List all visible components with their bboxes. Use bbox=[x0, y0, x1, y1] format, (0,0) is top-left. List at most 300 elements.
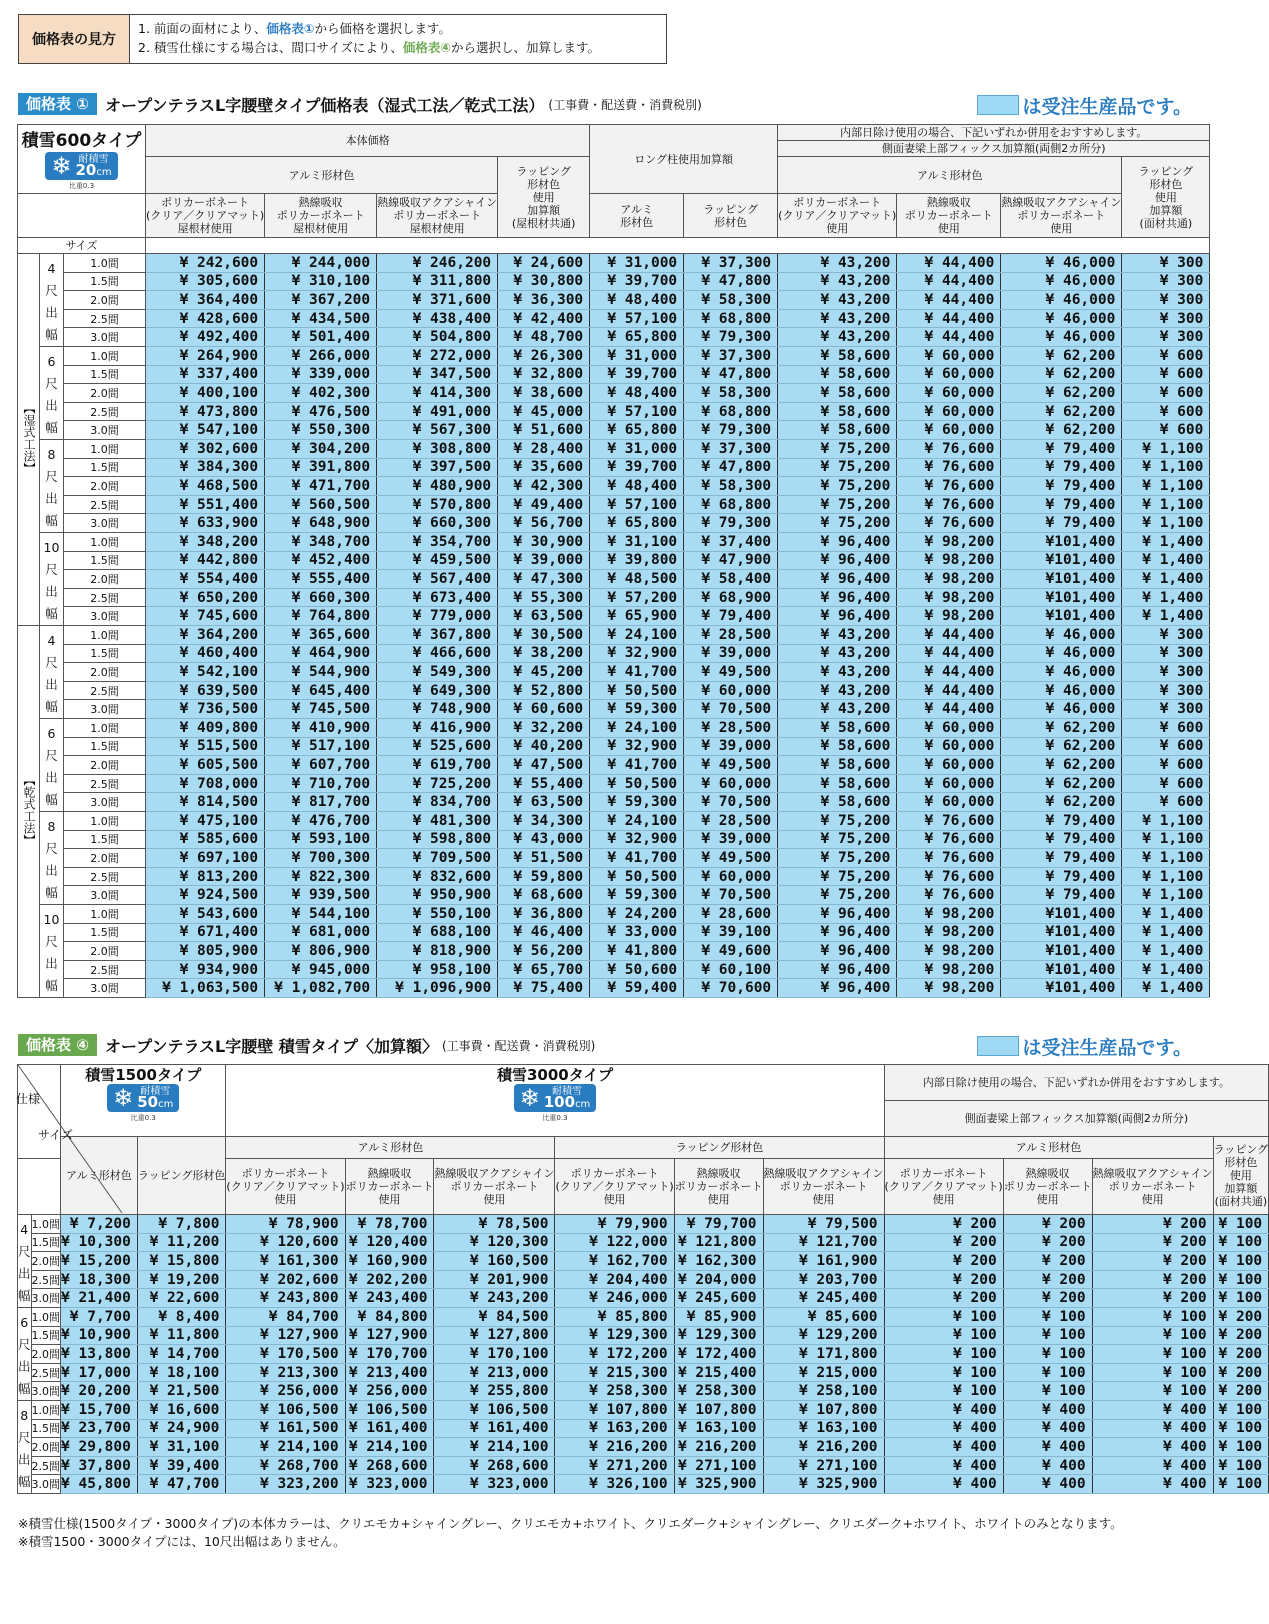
price-cell: ¥ 476,500 bbox=[265, 402, 377, 421]
h-long-col-2 bbox=[684, 194, 778, 238]
h-main-col-1 bbox=[146, 194, 265, 238]
price-cell: ¥ 28,500 bbox=[684, 626, 778, 645]
price-cell: ¥ 59,300 bbox=[590, 700, 684, 719]
price-cell: ¥ 633,900 bbox=[146, 514, 265, 533]
footnote: ※積雪仕様(1500タイプ・3000タイプ)の本体カラーは、クリエモカ+シャイングレー、クリエモカ+ホワイト、クリエダーク+シャイングレー、クリエダーク+ホワイト、ホワイトのみとなります。 bbox=[18, 1516, 1123, 1531]
header-line: 屋根材使用 bbox=[293, 222, 349, 235]
price-cell: ¥ 96,400 bbox=[778, 905, 897, 924]
price-cell: ¥ 554,400 bbox=[146, 570, 265, 589]
size-cell: 3.0間 bbox=[64, 607, 146, 626]
price-cell: ¥ 46,000 bbox=[1001, 681, 1122, 700]
size-cell: 3.0間 bbox=[64, 514, 146, 533]
price-cell: ¥ 1,100 bbox=[1122, 867, 1210, 886]
price-cell: ¥ 100 bbox=[884, 1326, 1003, 1345]
price-cell: ¥ 204,400 bbox=[555, 1270, 674, 1289]
price-cell: ¥ 100 bbox=[1003, 1326, 1092, 1345]
price-cell: ¥ 100 bbox=[1092, 1326, 1213, 1345]
h-long: ロング柱使用加算額 bbox=[590, 125, 778, 194]
price-cell: ¥ 245,600 bbox=[674, 1289, 763, 1308]
price-cell: ¥ 650,200 bbox=[146, 588, 265, 607]
price-cell: ¥ 55,400 bbox=[498, 774, 590, 793]
price-cell: ¥ 79,400 bbox=[1001, 477, 1122, 496]
depth-label: 10 尺 出 幅 bbox=[40, 533, 64, 626]
price-cell: ¥ 47,300 bbox=[498, 570, 590, 589]
table-row bbox=[18, 681, 1210, 700]
price-cell: ¥ 49,500 bbox=[684, 663, 778, 682]
size-cell: 2.5間 bbox=[64, 588, 146, 607]
price-cell: ¥ 100 bbox=[1213, 1475, 1269, 1494]
price-cell: ¥ 834,700 bbox=[377, 793, 498, 812]
price-cell: ¥ 256,000 bbox=[345, 1382, 434, 1401]
price-cell: ¥ 98,200 bbox=[897, 979, 1001, 998]
price-cell: ¥ 934,900 bbox=[146, 960, 265, 979]
price-cell: ¥ 50,600 bbox=[590, 960, 684, 979]
table-row bbox=[18, 309, 1210, 328]
depth-label: 8 尺 出 幅 bbox=[40, 812, 64, 905]
price-cell: ¥ 47,900 bbox=[684, 551, 778, 570]
price-cell: ¥ 79,400 bbox=[1001, 830, 1122, 849]
price-cell: ¥ 400 bbox=[1092, 1456, 1213, 1475]
price-cell: ¥ 85,800 bbox=[555, 1308, 674, 1327]
price-cell: ¥ 204,000 bbox=[674, 1270, 763, 1289]
price-cell: ¥ 39,000 bbox=[498, 551, 590, 570]
table-row bbox=[18, 1382, 1269, 1401]
price-cell: ¥ 59,400 bbox=[590, 979, 684, 998]
price-cell: ¥ 120,300 bbox=[434, 1233, 555, 1252]
price-cell: ¥ 400 bbox=[1003, 1456, 1092, 1475]
price-cell: ¥ 400 bbox=[1092, 1419, 1213, 1438]
size-cell: 2.5間 bbox=[31, 1456, 61, 1475]
size-cell: 1.5間 bbox=[64, 365, 146, 384]
table-row bbox=[18, 886, 1210, 905]
price-cell: ¥ 171,800 bbox=[763, 1345, 884, 1364]
price-cell: ¥ 170,500 bbox=[226, 1345, 345, 1364]
price-cell: ¥ 45,000 bbox=[498, 402, 590, 421]
size-cell: 1.5間 bbox=[64, 737, 146, 756]
price-cell: ¥ 400 bbox=[1003, 1401, 1092, 1420]
h-main-col-2 bbox=[265, 194, 377, 238]
price-cell: ¥ 200 bbox=[1003, 1270, 1092, 1289]
price-cell: ¥ 51,500 bbox=[498, 849, 590, 868]
header-line: ポリカーボネート bbox=[779, 1180, 868, 1193]
table-row bbox=[18, 1401, 1269, 1420]
table-row bbox=[18, 1270, 1269, 1289]
price-cell: ¥ 76,600 bbox=[897, 458, 1001, 477]
table-row bbox=[18, 867, 1210, 886]
price-cell: ¥101,400 bbox=[1001, 960, 1122, 979]
h-poly-1 bbox=[226, 1159, 345, 1215]
header-line: 使用 bbox=[274, 1193, 297, 1206]
size-cell: 2.5間 bbox=[64, 495, 146, 514]
price-cell: ¥ 163,100 bbox=[674, 1419, 763, 1438]
order-note-text: は受注生産品です。 bbox=[1022, 1036, 1192, 1059]
price-cell: ¥101,400 bbox=[1001, 923, 1122, 942]
price-cell: ¥ 75,400 bbox=[498, 979, 590, 998]
price-cell: ¥ 100 bbox=[884, 1308, 1003, 1327]
price-cell: ¥101,400 bbox=[1001, 570, 1122, 589]
price-cell: ¥ 354,700 bbox=[377, 533, 498, 552]
price-cell: ¥ 37,400 bbox=[684, 533, 778, 552]
price-cell: ¥ 121,700 bbox=[763, 1233, 884, 1252]
price-cell: ¥ 214,100 bbox=[345, 1438, 434, 1457]
price-cell: ¥ 57,100 bbox=[590, 309, 684, 328]
price-cell: ¥ 17,000 bbox=[61, 1363, 138, 1382]
price-cell: ¥ 200 bbox=[1003, 1233, 1092, 1252]
h-main: 本体価格 bbox=[146, 125, 590, 157]
price-cell: ¥ 567,300 bbox=[377, 421, 498, 440]
price-cell: ¥ 46,000 bbox=[1001, 700, 1122, 719]
price-cell: ¥ 258,300 bbox=[555, 1382, 674, 1401]
price-cell: ¥ 364,400 bbox=[146, 291, 265, 310]
price-cell: ¥ 50,500 bbox=[590, 774, 684, 793]
size-cell: 2.5間 bbox=[64, 681, 146, 700]
header-line: 形材色 bbox=[1149, 177, 1183, 191]
snow-line1: 耐積雪 bbox=[552, 1086, 583, 1097]
price-cell: ¥ 75,200 bbox=[778, 849, 897, 868]
table-row bbox=[18, 495, 1210, 514]
table-row bbox=[18, 347, 1210, 366]
price-cell: ¥ 44,400 bbox=[897, 291, 1001, 310]
price-cell: ¥ 98,200 bbox=[897, 570, 1001, 589]
header-line: 使用 bbox=[378, 1193, 401, 1206]
price-cell: ¥ 160,500 bbox=[434, 1252, 555, 1271]
h-poly-1 bbox=[884, 1159, 1003, 1215]
table-row bbox=[18, 1289, 1269, 1308]
price-cell: ¥ 28,500 bbox=[684, 719, 778, 738]
price-cell: ¥ 28,500 bbox=[684, 812, 778, 831]
price-cell: ¥ 49,600 bbox=[684, 942, 778, 961]
price-cell: ¥ 600 bbox=[1122, 365, 1210, 384]
price-cell: ¥ 200 bbox=[1092, 1289, 1213, 1308]
price-cell: ¥ 1,100 bbox=[1122, 886, 1210, 905]
price-cell: ¥ 7,800 bbox=[137, 1215, 226, 1234]
size-cell: 1.5間 bbox=[64, 458, 146, 477]
price-cell: ¥ 547,100 bbox=[146, 421, 265, 440]
price-cell: ¥ 19,200 bbox=[137, 1270, 226, 1289]
price-cell: ¥ 473,800 bbox=[146, 402, 265, 421]
price-cell: ¥ 60,000 bbox=[684, 867, 778, 886]
price-cell: ¥ 100 bbox=[1092, 1382, 1213, 1401]
price-cell: ¥ 14,700 bbox=[137, 1345, 226, 1364]
h-poly-1 bbox=[555, 1159, 674, 1215]
price-cell: ¥ 75,200 bbox=[778, 440, 897, 459]
price-cell: ¥ 60,600 bbox=[498, 700, 590, 719]
price-cell: ¥ 76,600 bbox=[897, 849, 1001, 868]
price-cell: ¥ 200 bbox=[1092, 1270, 1213, 1289]
table-row bbox=[18, 477, 1210, 496]
h-alumi2: アルミ形材色 bbox=[778, 157, 1122, 194]
price-cell: ¥ 550,300 bbox=[265, 421, 377, 440]
price-cell: ¥ 79,900 bbox=[555, 1215, 674, 1234]
price-cell: ¥ 98,200 bbox=[897, 588, 1001, 607]
price-cell: ¥ 710,700 bbox=[265, 774, 377, 793]
price-cell: ¥ 371,600 bbox=[377, 291, 498, 310]
size-cell: 2.5間 bbox=[64, 402, 146, 421]
table-row bbox=[18, 458, 1210, 477]
h-inner-wrap bbox=[1213, 1137, 1269, 1215]
table-row bbox=[18, 272, 1210, 291]
price-cell: ¥ 551,400 bbox=[146, 495, 265, 514]
price-cell: ¥ 200 bbox=[1213, 1382, 1269, 1401]
price-cell: ¥ 501,400 bbox=[265, 328, 377, 347]
price-cell: ¥ 96,400 bbox=[778, 551, 897, 570]
header-line: アルミ bbox=[620, 202, 653, 216]
price-cell: ¥ 256,000 bbox=[226, 1382, 345, 1401]
price-cell: ¥ 748,900 bbox=[377, 700, 498, 719]
price-cell: ¥ 200 bbox=[884, 1252, 1003, 1271]
price-cell: ¥ 673,400 bbox=[377, 588, 498, 607]
price-cell: ¥ 600 bbox=[1122, 384, 1210, 403]
price-cell: ¥ 475,100 bbox=[146, 812, 265, 831]
price-cell: ¥ 29,800 bbox=[61, 1438, 138, 1457]
price-cell: ¥ 300 bbox=[1122, 272, 1210, 291]
price-cell: ¥ 442,800 bbox=[146, 551, 265, 570]
price-cell: ¥ 481,300 bbox=[377, 812, 498, 831]
header-line: 形材色 bbox=[714, 215, 748, 229]
price-cell: ¥ 46,000 bbox=[1001, 663, 1122, 682]
price-cell: ¥ 98,200 bbox=[897, 960, 1001, 979]
h-inner-alumi: アルミ形材色 bbox=[884, 1137, 1213, 1159]
price-cell: ¥ 76,600 bbox=[897, 477, 1001, 496]
price-cell: ¥ 639,500 bbox=[146, 681, 265, 700]
price-cell: ¥ 121,800 bbox=[674, 1233, 763, 1252]
size-cell: 1.5間 bbox=[31, 1326, 61, 1345]
price-cell: ¥ 600 bbox=[1122, 756, 1210, 775]
spec-label: 仕様 bbox=[16, 1092, 41, 1106]
price-cell: ¥ 48,400 bbox=[590, 291, 684, 310]
method-label bbox=[18, 254, 40, 626]
price-cell: ¥ 32,900 bbox=[590, 830, 684, 849]
price-cell: ¥ 76,600 bbox=[897, 830, 1001, 849]
price-cell: ¥ 459,500 bbox=[377, 551, 498, 570]
table-row bbox=[18, 421, 1210, 440]
size-cell: 2.5間 bbox=[64, 309, 146, 328]
table-row bbox=[18, 626, 1210, 645]
table1-title-bar bbox=[18, 92, 702, 116]
price-cell: ¥101,400 bbox=[1001, 551, 1122, 570]
price-cell: ¥ 476,700 bbox=[265, 812, 377, 831]
price-cell: ¥ 708,000 bbox=[146, 774, 265, 793]
price-cell: ¥ 76,600 bbox=[897, 495, 1001, 514]
price-cell: ¥ 41,700 bbox=[590, 849, 684, 868]
price-cell: ¥ 51,600 bbox=[498, 421, 590, 440]
table-row bbox=[18, 756, 1210, 775]
depth-label: 4 尺 出 幅 bbox=[40, 254, 64, 347]
table-row bbox=[18, 1419, 1269, 1438]
table-row bbox=[18, 551, 1210, 570]
table-row bbox=[18, 923, 1210, 942]
price-cell: ¥ 600 bbox=[1122, 719, 1210, 738]
h-main-col-3 bbox=[377, 194, 498, 238]
price-cell: ¥ 1,100 bbox=[1122, 477, 1210, 496]
price-cell: ¥ 162,300 bbox=[674, 1252, 763, 1271]
price-cell: ¥ 400 bbox=[884, 1438, 1003, 1457]
price-cell: ¥ 11,800 bbox=[137, 1326, 226, 1345]
size-cell: 1.0間 bbox=[64, 626, 146, 645]
h-poly-2 bbox=[345, 1159, 434, 1215]
h-inner-col-2 bbox=[897, 194, 1001, 238]
price-cell: ¥ 43,200 bbox=[778, 681, 897, 700]
price-cell: ¥ 213,000 bbox=[434, 1363, 555, 1382]
price-cell: ¥ 44,400 bbox=[897, 644, 1001, 663]
price-cell: ¥ 60,000 bbox=[897, 402, 1001, 421]
header-line: 使用 bbox=[1036, 1193, 1059, 1206]
price-cell: ¥ 400,100 bbox=[146, 384, 265, 403]
price-cell: ¥ 62,200 bbox=[1001, 737, 1122, 756]
price-cell: ¥ 96,400 bbox=[778, 960, 897, 979]
price-cell: ¥ 700,300 bbox=[265, 849, 377, 868]
price-cell: ¥ 1,100 bbox=[1122, 830, 1210, 849]
price-cell: ¥ 65,800 bbox=[590, 421, 684, 440]
size-cell: 3.0間 bbox=[64, 700, 146, 719]
price-cell: ¥ 58,300 bbox=[684, 291, 778, 310]
size-cell: 1.5間 bbox=[64, 551, 146, 570]
h-inner2: 側面妻梁上部フィックス加算額(両側2カ所分) bbox=[884, 1101, 1269, 1137]
size-label: サイズ bbox=[18, 238, 146, 254]
price-cell: ¥ 213,400 bbox=[345, 1363, 434, 1382]
price-cell: ¥ 8,400 bbox=[137, 1308, 226, 1327]
table-row bbox=[18, 849, 1210, 868]
price-cell: ¥ 688,100 bbox=[377, 923, 498, 942]
price-cell: ¥ 543,600 bbox=[146, 905, 265, 924]
order-note-1 bbox=[977, 93, 1192, 117]
size-cell: 2.0間 bbox=[64, 384, 146, 403]
price-cell: ¥ 464,900 bbox=[265, 644, 377, 663]
table-row bbox=[18, 328, 1210, 347]
price-cell: ¥ 127,800 bbox=[434, 1326, 555, 1345]
price-cell: ¥ 939,500 bbox=[265, 886, 377, 905]
header-line: 熱線吸収アクアシャイン bbox=[1092, 1167, 1213, 1180]
snow-num: 20 bbox=[75, 161, 97, 179]
price-cell: ¥ 100 bbox=[1213, 1252, 1269, 1271]
price-cell: ¥ 246,000 bbox=[555, 1289, 674, 1308]
price-cell: ¥ 43,200 bbox=[778, 644, 897, 663]
price-cell: ¥ 60,000 bbox=[897, 756, 1001, 775]
price-cell: ¥ 39,700 bbox=[590, 272, 684, 291]
price-cell: ¥ 42,400 bbox=[498, 309, 590, 328]
price-cell: ¥ 300 bbox=[1122, 328, 1210, 347]
price-cell: ¥ 129,300 bbox=[674, 1326, 763, 1345]
price-cell: ¥ 300 bbox=[1122, 309, 1210, 328]
price-cell: ¥ 56,700 bbox=[498, 514, 590, 533]
price-cell: ¥ 100 bbox=[1003, 1308, 1092, 1327]
price-cell: ¥ 41,700 bbox=[590, 663, 684, 682]
price-cell: ¥ 39,100 bbox=[684, 923, 778, 942]
price-cell: ¥ 30,500 bbox=[498, 626, 590, 645]
price-cell: ¥ 22,600 bbox=[137, 1289, 226, 1308]
t1500-label: 積雪1500タイプ bbox=[85, 1066, 202, 1084]
snow-sub: 比重0.3 bbox=[542, 1114, 568, 1122]
price-cell: ¥ 62,200 bbox=[1001, 402, 1122, 421]
price-cell: ¥ 213,300 bbox=[226, 1363, 345, 1382]
price-cell: ¥ 15,800 bbox=[137, 1252, 226, 1271]
price-cell: ¥ 950,900 bbox=[377, 886, 498, 905]
depth-label: 4 尺 出 幅 bbox=[18, 1215, 32, 1308]
price-cell: ¥ 243,800 bbox=[226, 1289, 345, 1308]
price-cell: ¥ 36,300 bbox=[498, 291, 590, 310]
price-cell: ¥ 660,300 bbox=[377, 514, 498, 533]
header-line: ポリカーボネート bbox=[1108, 1180, 1197, 1193]
price-cell: ¥ 817,700 bbox=[265, 793, 377, 812]
price-cell: ¥ 337,400 bbox=[146, 365, 265, 384]
header-line: 使用 bbox=[603, 1193, 626, 1206]
price-cell: ¥ 58,600 bbox=[778, 365, 897, 384]
price-cell: ¥ 37,800 bbox=[61, 1456, 138, 1475]
header-line: 熱線吸収アクアシャイン bbox=[434, 1167, 555, 1180]
price-cell: ¥ 15,700 bbox=[61, 1401, 138, 1420]
table4-tag: 価格表 ④ bbox=[18, 1034, 97, 1056]
price-cell: ¥ 58,600 bbox=[778, 421, 897, 440]
size-cell: 1.0間 bbox=[64, 812, 146, 831]
table-row bbox=[18, 365, 1210, 384]
table-row bbox=[18, 830, 1210, 849]
header-line: 使用 bbox=[932, 1193, 955, 1206]
price-cell: ¥ 400 bbox=[884, 1419, 1003, 1438]
price-cell: ¥ 300 bbox=[1122, 663, 1210, 682]
price-cell: ¥ 268,600 bbox=[434, 1456, 555, 1475]
price-cell: ¥ 85,600 bbox=[763, 1308, 884, 1327]
price-cell: ¥ 1,400 bbox=[1122, 533, 1210, 552]
size-cell: 2.0間 bbox=[64, 291, 146, 310]
price-cell: ¥ 38,600 bbox=[498, 384, 590, 403]
price-cell: ¥ 745,500 bbox=[265, 700, 377, 719]
price-cell: ¥ 300 bbox=[1122, 291, 1210, 310]
price-cell: ¥ 100 bbox=[884, 1382, 1003, 1401]
price-cell: ¥ 43,200 bbox=[778, 291, 897, 310]
price-cell: ¥ 300 bbox=[1122, 644, 1210, 663]
snow-sub: 比重0.3 bbox=[68, 182, 95, 190]
price-cell: ¥ 339,000 bbox=[265, 365, 377, 384]
header-line: ポリカーボネート bbox=[674, 1180, 763, 1193]
price-cell: ¥ 100 bbox=[884, 1363, 1003, 1382]
price-cell: ¥ 96,400 bbox=[778, 979, 897, 998]
price-cell: ¥ 84,700 bbox=[226, 1308, 345, 1327]
size-cell: 3.0間 bbox=[64, 328, 146, 347]
price-cell: ¥ 480,900 bbox=[377, 477, 498, 496]
price-cell: ¥ 63,500 bbox=[498, 793, 590, 812]
table-row bbox=[18, 1308, 1269, 1327]
header-line: (クリア／クリアマット) bbox=[884, 1180, 1003, 1193]
price-cell: ¥ 76,600 bbox=[897, 867, 1001, 886]
size-cell: 2.0間 bbox=[64, 756, 146, 775]
price-cell: ¥ 18,300 bbox=[61, 1270, 138, 1289]
header-line: 加算額 bbox=[527, 203, 561, 217]
price-cell: ¥ 43,200 bbox=[778, 700, 897, 719]
price-cell: ¥ 24,100 bbox=[590, 812, 684, 831]
header-line: 形材色 bbox=[1224, 1156, 1258, 1169]
price-cell: ¥ 300 bbox=[1122, 254, 1210, 273]
h-long-col-1 bbox=[590, 194, 684, 238]
size-cell: 1.0間 bbox=[64, 347, 146, 366]
price-cell: ¥ 200 bbox=[1213, 1363, 1269, 1382]
price-cell: ¥ 100 bbox=[1092, 1308, 1213, 1327]
header-line: 熱線吸収 bbox=[298, 196, 343, 209]
price-cell: ¥ 44,400 bbox=[897, 309, 1001, 328]
price-cell: ¥ 100 bbox=[1003, 1345, 1092, 1364]
snow-unit: cm bbox=[575, 1099, 591, 1110]
size-cell: 3.0間 bbox=[64, 886, 146, 905]
price-cell: ¥ 75,200 bbox=[778, 458, 897, 477]
price-cell: ¥ 46,000 bbox=[1001, 328, 1122, 347]
size-cell: 2.0間 bbox=[64, 663, 146, 682]
price-cell: ¥ 39,000 bbox=[684, 830, 778, 849]
price-cell: ¥ 400 bbox=[884, 1456, 1003, 1475]
header-line: 熱線吸収 bbox=[367, 1167, 412, 1180]
price-cell: ¥101,400 bbox=[1001, 607, 1122, 626]
snow-unit: cm bbox=[158, 1099, 174, 1110]
price-cell: ¥ 48,500 bbox=[590, 570, 684, 589]
price-cell: ¥ 266,000 bbox=[265, 347, 377, 366]
